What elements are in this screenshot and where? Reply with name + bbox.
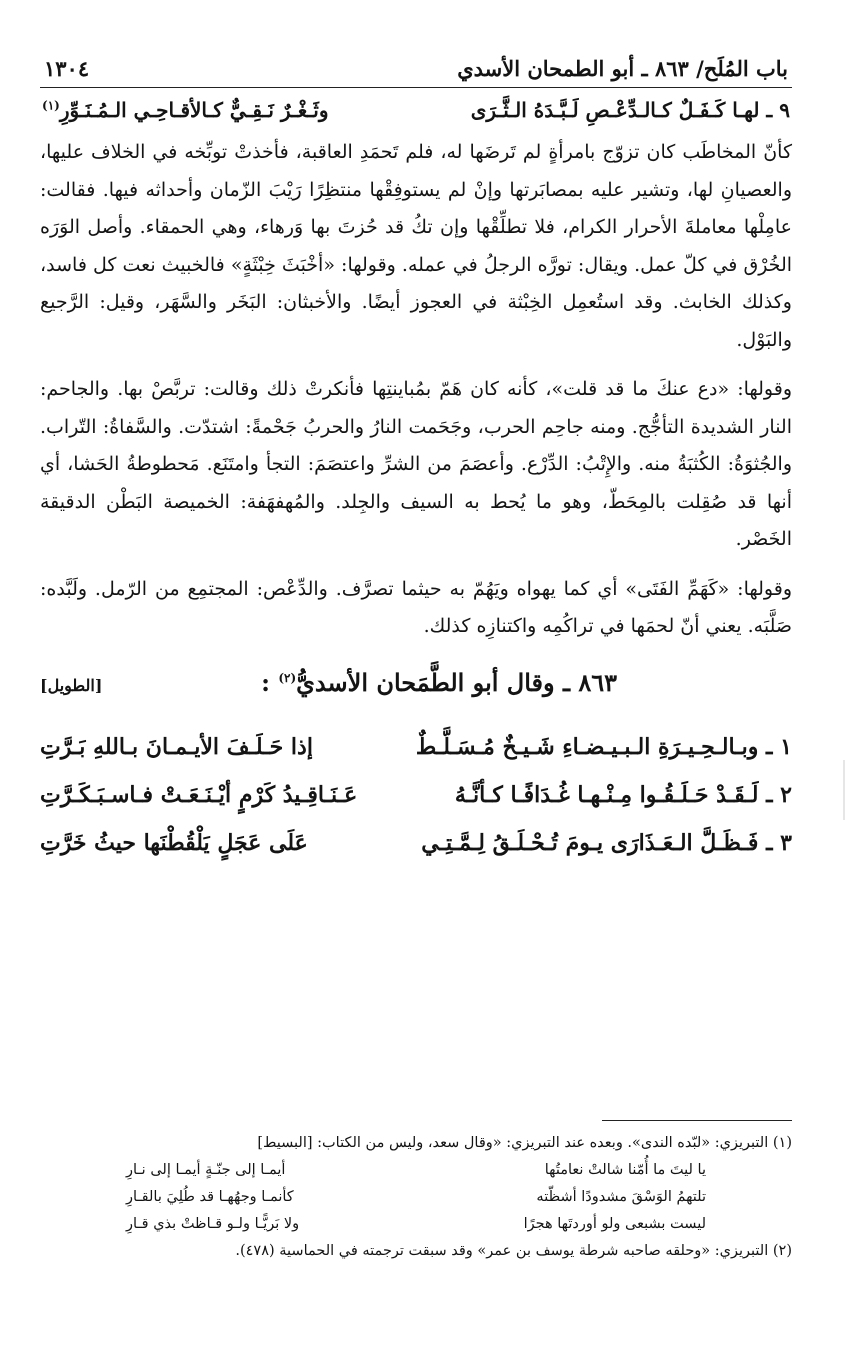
poem-second-hemistich: عَلَى عَجَلٍ يَلْقُطْنَها حيثُ خَرَّتِ bbox=[40, 829, 308, 856]
text-line: تربَّصْ بها. والجاحم: النار الشديدة التأجُّج. ومنه جاحِم الحرب، وجَحَمت النارُ bbox=[40, 378, 793, 438]
footnote-poem-line bbox=[126, 1157, 706, 1184]
page-body bbox=[40, 56, 792, 867]
header-rule bbox=[40, 87, 792, 88]
footnote-rule bbox=[602, 1120, 792, 1121]
page-number: ١٣٠٤ bbox=[44, 56, 90, 81]
footnote-ref-1: (١) bbox=[42, 98, 60, 113]
footnote-ref-2: (٢) bbox=[278, 670, 297, 685]
text-line: وقيل: الرَّجيع والبَوْل. bbox=[40, 291, 792, 351]
commentary-paragraph-3 bbox=[40, 571, 792, 646]
poem-first-hemistich: ٢ ـ لَـقَـدْ حَـلَـقُـوا مِـنْـهـا غُـدَافًـا كـأنَّـهُ bbox=[454, 781, 792, 808]
page-header bbox=[40, 56, 792, 87]
commentary-paragraph-1 bbox=[40, 134, 792, 359]
section-title: ٨٦٣ ـ وقال أبو الطَّمَحان الأسديُّ$^{(٢)}$ : bbox=[261, 667, 617, 697]
verse-nine-second-hemistich: وثَـغْـرٌ نَـقِـيٌّ كـالأقـاحِـي الـمُـنَـوِّرِ$^{(١)}$ bbox=[42, 98, 329, 122]
footnote-first-hemistich: تلتهمُ الوَسْقَ مشدودًا أشظّته bbox=[536, 1189, 706, 1205]
text-line: وأعصَمَ من الشرِّ واعتصَمَ: التجأ وامتَنَع. مَحطوطةُ الحَشا، أي أنها قد صُقِلت bbox=[40, 453, 792, 513]
text-line: ويقال: تورَّه الرجلُ في عمله. وقولها: «أخْبَثَ خِبْثَةٍ» فالخبيث نعت كل فاسد، bbox=[40, 253, 629, 276]
poem-line bbox=[40, 819, 792, 867]
footnote-second-hemistich: كأنمـا وجهُهـا قد طُلِيَ بالقـارِ bbox=[126, 1189, 294, 1205]
poem-second-hemistich: إذا حَـلَـفَ الأيـمـانَ بـاللهِ بَـرَّتِ bbox=[40, 733, 313, 760]
footnote-first-hemistich: يا ليتَ ما أُمّنا شالتْ نعامتُها bbox=[544, 1162, 706, 1178]
poem-first-hemistich: ١ ـ وبـالـحِـيـرَةِ الـبـيـضـاءِ شَـيـخٌ مُـسَـلَّـطٌ bbox=[415, 733, 792, 760]
footnote-first-hemistich: ليست بشبعى ولو أوردتَها هجرًا bbox=[523, 1216, 706, 1232]
text-line: وقولها: «دع عنكَ ما قد قلت»، كأنه كان هَمّ بمُباينتِها فأنكرتْ ذلك وقالت: bbox=[203, 378, 792, 400]
text-line: كأنّ المخاطَب كان تزوّج بامرأةٍ لم تَرضَها له، فلم تَحمَدِ العاقبة، فأخذتْ bbox=[234, 141, 792, 163]
text-line: وكذلك الخابث. وقد استُعمِل الخِبْثة في العجوز أيضًا. والأخبثان: البَخَر والسَّهَر، bbox=[154, 291, 792, 313]
running-title: باب المُلَح/ ٨٦٣ ـ أبو الطمحان الأسدي bbox=[457, 56, 788, 81]
text-line: وقولها: «كَهَمِّ الفَتَى» أي كما يهواه ويَهُمّ به حيثما تصرَّف. والدِّعْص: المجتمِع bbox=[187, 577, 792, 600]
text-line: الخَصْر. bbox=[735, 528, 792, 550]
verse-nine bbox=[40, 98, 792, 122]
footnote-poem-line bbox=[126, 1211, 706, 1238]
footnote-second-hemistich: أيمـا إلى جنّـةٍ أيمـا إلى نـارِ bbox=[126, 1162, 286, 1178]
text-line: والحربُ جَحْمةً: اشتدّت. والسَّفاةُ: التّراب. والجُثوَةُ: الكُثبَةُ منه. والإِتْبُ: الدِّرْع. bbox=[40, 415, 793, 475]
poem bbox=[40, 723, 792, 867]
text-line: من الرّمل. ولَبَّده: صَلَّبَه. يعني أنّ لحمَها في تراكُمِه واكتنازِه كذلك. bbox=[40, 577, 792, 637]
scan-edge-mark bbox=[843, 760, 845, 820]
poem-line bbox=[40, 771, 792, 819]
footnote-second-hemistich: ولا بَريًّـا ولـو قـاظتْ بذي قـارِ bbox=[126, 1216, 300, 1232]
poem-second-hemistich: عَـنَـاقِـيدُ كَرْمٍ أيْـنَـعَـتْ فـاسـبَـكَـرَّتِ bbox=[40, 781, 358, 808]
footnote-1-poem bbox=[126, 1157, 706, 1238]
poem-first-hemistich: ٣ ـ فَـظَـلَّ الـعَـذَارَى يـومَ تُـحْـلَـقُ لِـمَّـتِـي bbox=[421, 829, 792, 856]
section-heading bbox=[40, 668, 792, 697]
footnotes bbox=[40, 1130, 792, 1265]
text-line: توبِّخه في الخلاف عليها، والعصيانِ لها، وتشير عليه بمصابَرتها وإنْ لم يستوفِقْها bbox=[40, 141, 792, 201]
text-line: منتظِرًا رَيْبَ الزّمان وأحداثه فيها. فقالت: عامِلْها معاملةَ الأحرار الكرام، فلا تطلِّقْها bbox=[40, 178, 792, 238]
footnote-poem-line bbox=[126, 1184, 706, 1211]
footnote-2: (٢) التبريزي: «وحلقه صاحبه شرطة يوسف بن عمر» وقد سبقت ترجمته في الحماسية (٤٧٨). bbox=[235, 1243, 792, 1259]
poem-line bbox=[40, 723, 792, 771]
meter-label: [الطويل] bbox=[40, 675, 103, 695]
text-line: بالمِحَطّ، وهو ما يُحط به السيف والجِلد. والمُهفهَفة: الخميصة البَطْن الدقيقة bbox=[40, 490, 667, 513]
verse-nine-first-hemistich: ٩ ـ لهـا كَـفَـلٌ كـالـدِّعْـصِ لَـبَّـدَهُ الـثَّـرَى bbox=[470, 98, 790, 122]
commentary-paragraph-2 bbox=[40, 371, 792, 559]
text-line: وإن تكُ قد حُزتَ بها وَرهاء، وهي الحمقاء. وأصل الوَرَه الخُرْق في كلّ عمل. bbox=[40, 216, 793, 276]
footnote-1-intro: (١) التبريزي: «لبّده الندى». وبعده عند التبريزي: «وقال سعد، وليس من الكتاب: [البسيط] bbox=[257, 1135, 792, 1151]
